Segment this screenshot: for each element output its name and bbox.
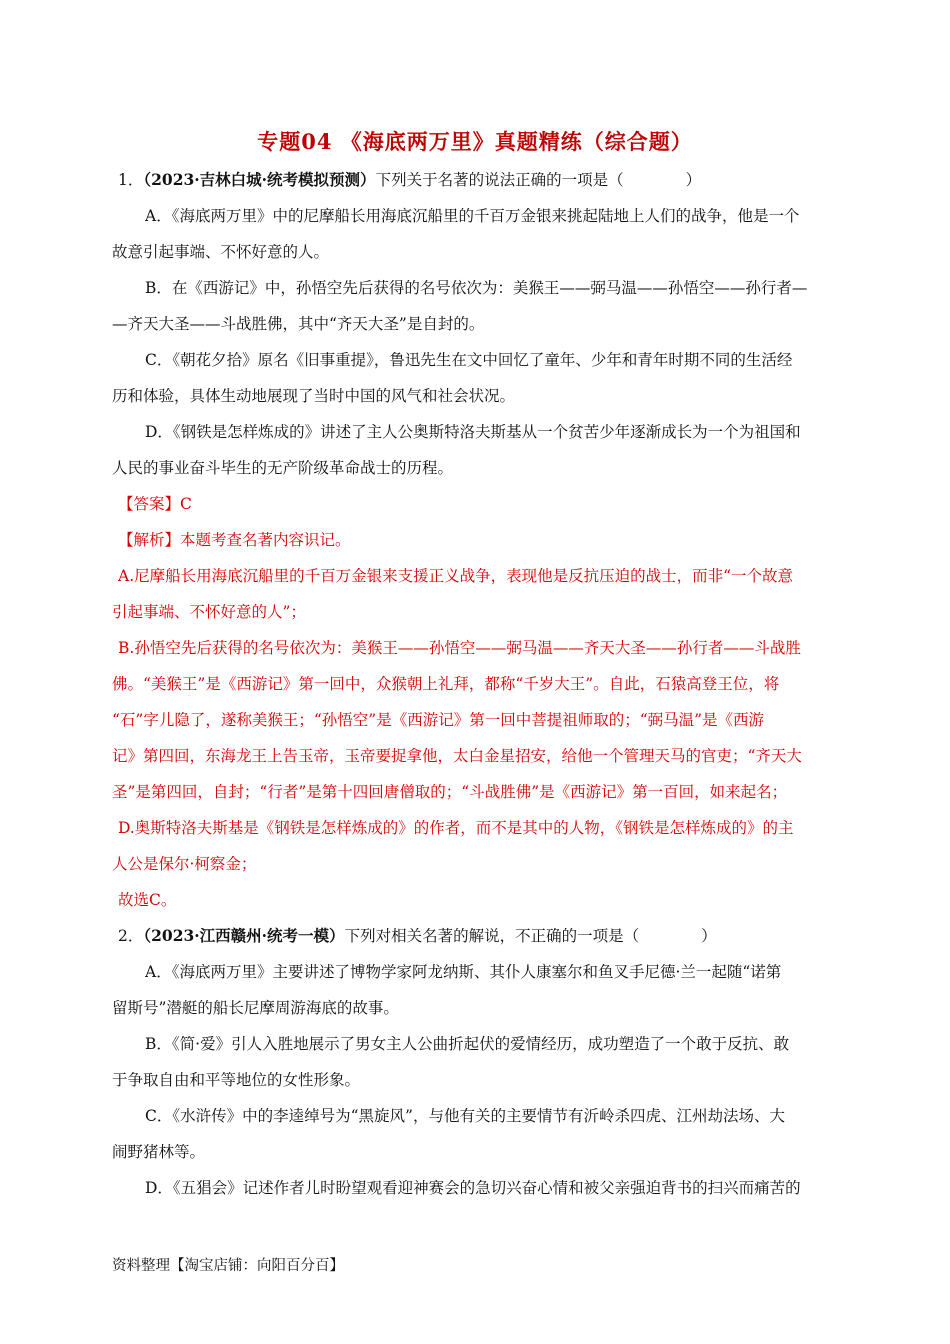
- q1-option-a-line1: A．《海底两万里》中的尼摩船长用海底沉船里的千百万金银来挑起陆地上人们的战争，他是一个: [145, 207, 800, 225]
- q1-analysis-b-line2: 佛。“美猴王”是《西游记》第一回中，众猴朝上礼拜，都称“千岁大王”。自此，石猿高登王位，将: [112, 675, 780, 693]
- question-1-source: （2023·吉林白城·统考模拟预测）: [143, 170, 376, 189]
- q2-option-c-line1: C．《水浒传》中的李逵绰号为“黑旋风”，与他有关的主要情节有沂岭杀四虎、江州劫法场、大: [145, 1107, 785, 1125]
- q2-option-d-line1: D．《五猖会》记述作者儿时盼望观看迎神赛会的急切兴奋心情和被父亲强迫背书的扫兴而痛苦的: [145, 1179, 801, 1197]
- page-title: 专题04 《海底两万里》真题精练（综合题）: [257, 129, 693, 154]
- q2-option-b-line2: 于争取自由和平等地位的女性形象。: [112, 1071, 361, 1089]
- q1-option-c-line1: C．《朝花夕拾》原名《旧事重提》，鲁迅先生在文中回忆了童年、少年和青年时期不同的生活经: [145, 351, 793, 369]
- q1-option-c-line2: 历和体验，具体生动地展现了当时中国的风气和社会状况。: [112, 387, 516, 405]
- q1-analysis-b-line1: B.孙悟空先后获得的名号依次为：美猴王——孙悟空——弼马温——齐天大圣——孙行者——斗战胜: [118, 639, 801, 657]
- q1-analysis-d-line2: 人公是保尔·柯察金；: [112, 855, 257, 873]
- q1-answer: 【答案】C: [118, 495, 192, 513]
- q2-option-a-line1: A．《海底两万里》主要讲述了博物学家阿龙纳斯、其仆人康塞尔和鱼叉手尼德·兰一起随“诺第: [145, 963, 782, 981]
- q2-option-b-line1: B．《简·爱》引人入胜地展示了男女主人公曲折起伏的爱情经历，成功塑造了一个敢于反抗、敢: [145, 1035, 790, 1053]
- question-1-number: 1．: [118, 171, 144, 189]
- question-1-text: 下列关于名著的说法正确的一项是（ ）: [375, 171, 702, 189]
- question-2-source: （2023·江西赣州·统考一模）: [143, 926, 345, 945]
- page-footer: 资料整理【淘宝店铺：向阳百分百】: [112, 1258, 344, 1274]
- q1-conclusion: 故选C。: [118, 891, 177, 909]
- q1-option-a-line2: 故意引起事端、不怀好意的人。: [112, 243, 330, 261]
- q1-analysis-b-line4: 记》第四回，东海龙王上告玉帝，玉帝要捉拿他，太白金星招安，给他一个管理天马的官吏；“齐天大: [112, 747, 802, 765]
- q1-analysis-b-line3: “石”字儿隐了，遂称美猴王；“孙悟空”是《西游记》第一回中菩提祖师取的；“弼马温”是《西游: [112, 711, 765, 729]
- question-1-stem: [118, 170, 863, 190]
- question-2-number: 2．: [118, 927, 144, 945]
- q1-analysis-d-line1: D.奥斯特洛夫斯基是《钢铁是怎样炼成的》的作者，而不是其中的人物，《钢铁是怎样炼成的》的主: [118, 819, 794, 837]
- question-2-text-before: 下列对相关名著的解说，: [344, 927, 516, 945]
- q1-analysis-a-line2: 引起事端、不怀好意的人”；: [112, 603, 306, 621]
- q1-option-b-line2: —齐天大圣——斗战胜佛，其中“齐天大圣”是自封的。: [112, 315, 485, 333]
- question-2-emphasis: · · · 不正确: [515, 926, 562, 946]
- q2-option-c-line2: 闹野猪林等。: [112, 1143, 206, 1161]
- q1-analysis-intro: 【解析】本题考查名著内容识记。: [118, 531, 351, 549]
- q1-analysis-b-line5: 圣”是第四回，自封；“行者”是第十四回唐僧取的；“斗战胜佛”是《西游记》第一百回，如来起名；: [112, 783, 788, 801]
- question-2-text-after: 的一项是（ ）: [561, 927, 717, 945]
- q1-analysis-a-line1: A.尼摩船长用海底沉船里的千百万金银来支援正义战争，表现他是反抗压迫的战士，而非“一个故意: [118, 567, 794, 585]
- q1-option-d-line1: D．《钢铁是怎样炼成的》讲述了主人公奥斯特洛夫斯基从一个贫苦少年逐渐成长为一个为祖国和: [145, 423, 801, 441]
- q1-option-b-line1: B．在《西游记》中，孙悟空先后获得的名号依次为：美猴王——弼马温——孙悟空——孙行者—: [145, 279, 808, 297]
- q2-option-a-line2: 留斯号”潜艇的船长尼摩周游海底的故事。: [112, 999, 399, 1017]
- question-2-stem: [118, 926, 863, 946]
- q1-option-d-line2: 人民的事业奋斗毕生的无产阶级革命战士的历程。: [112, 459, 454, 477]
